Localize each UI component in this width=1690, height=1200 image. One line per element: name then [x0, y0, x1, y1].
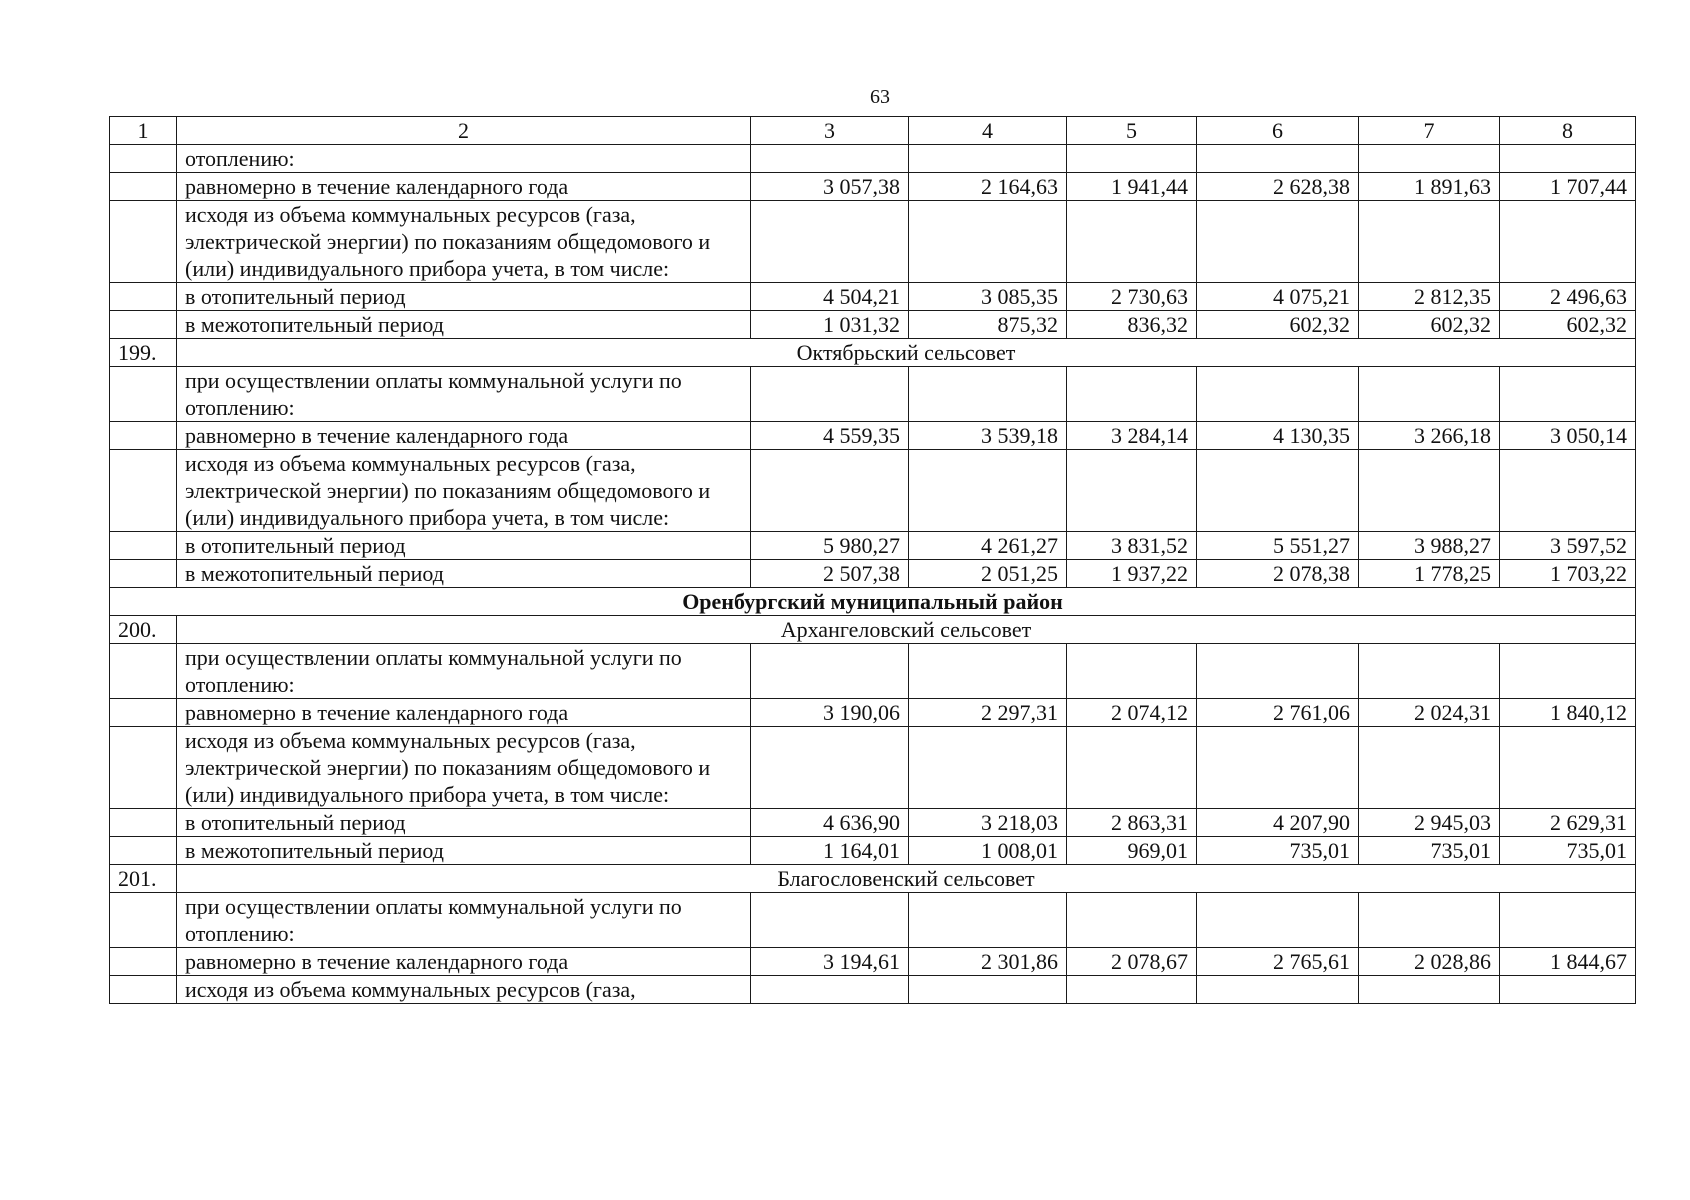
value-cell: 1 937,22	[1067, 560, 1197, 588]
value-cell: 602,32	[1197, 311, 1359, 339]
table-row	[110, 145, 1636, 173]
section-title: Благословенский сельсовет	[177, 865, 1636, 893]
value-cell	[751, 145, 909, 173]
value-cell: 735,01	[1500, 837, 1636, 865]
value-cell	[909, 450, 1067, 532]
value-cell	[1197, 727, 1359, 809]
header-cell: 2	[177, 117, 751, 145]
value-cell	[751, 893, 909, 948]
value-cell	[1067, 367, 1197, 422]
value-cell	[751, 727, 909, 809]
value-cell: 2 024,31	[1359, 699, 1500, 727]
row-label: в отопительный период	[177, 283, 751, 311]
table-row	[110, 560, 1636, 588]
value-cell	[751, 644, 909, 699]
row-label: равномерно в течение календарного года	[177, 699, 751, 727]
value-cell: 2 507,38	[751, 560, 909, 588]
value-cell: 3 266,18	[1359, 422, 1500, 450]
header-row	[110, 117, 1636, 145]
table-row	[110, 644, 1636, 699]
row-label: исходя из объема коммунальных ресурсов (газа, электрической энергии) по показаниям общедомового и (или) индивидуального прибора учета, в том числе:	[177, 201, 751, 283]
value-cell	[1500, 450, 1636, 532]
value-cell	[909, 976, 1067, 1004]
row-label: равномерно в течение календарного года	[177, 173, 751, 201]
row-label: в отопительный период	[177, 809, 751, 837]
row-label: при осуществлении оплаты коммунальной услуги по отоплению:	[177, 893, 751, 948]
value-cell: 2 761,06	[1197, 699, 1359, 727]
value-cell	[751, 976, 909, 1004]
value-cell: 1 008,01	[909, 837, 1067, 865]
value-cell	[1067, 644, 1197, 699]
value-cell: 5 551,27	[1197, 532, 1359, 560]
row-number	[110, 644, 177, 699]
row-number	[110, 893, 177, 948]
row-number: 199.	[110, 339, 177, 367]
value-cell: 3 988,27	[1359, 532, 1500, 560]
row-label: в отопительный период	[177, 532, 751, 560]
value-cell: 2 812,35	[1359, 283, 1500, 311]
district-row	[110, 588, 1636, 616]
table-row	[110, 450, 1636, 532]
value-cell: 2 629,31	[1500, 809, 1636, 837]
row-label: в межотопительный период	[177, 560, 751, 588]
district-title: Оренбургский муниципальный район	[110, 588, 1636, 616]
value-cell: 4 504,21	[751, 283, 909, 311]
value-cell: 836,32	[1067, 311, 1197, 339]
value-cell	[1359, 450, 1500, 532]
table-row	[110, 532, 1636, 560]
value-cell	[1067, 976, 1197, 1004]
value-cell: 2 074,12	[1067, 699, 1197, 727]
section-row	[110, 865, 1636, 893]
value-cell	[909, 367, 1067, 422]
value-cell: 3 284,14	[1067, 422, 1197, 450]
table-row	[110, 367, 1636, 422]
value-cell	[909, 893, 1067, 948]
row-label: исходя из объема коммунальных ресурсов (газа, электрической энергии) по показаниям общедомового и (или) индивидуального прибора учета, в том числе:	[177, 450, 751, 532]
header-cell: 8	[1500, 117, 1636, 145]
value-cell: 3 190,06	[751, 699, 909, 727]
table-row	[110, 173, 1636, 201]
table-row	[110, 699, 1636, 727]
value-cell: 969,01	[1067, 837, 1197, 865]
value-cell: 2 765,61	[1197, 948, 1359, 976]
value-cell: 1 707,44	[1500, 173, 1636, 201]
value-cell	[1500, 727, 1636, 809]
value-cell: 1 778,25	[1359, 560, 1500, 588]
value-cell	[751, 201, 909, 283]
value-cell	[751, 450, 909, 532]
value-cell: 4 636,90	[751, 809, 909, 837]
table-row	[110, 283, 1636, 311]
page-number: 63	[870, 86, 890, 108]
section-title: Октябрьский сельсовет	[177, 339, 1636, 367]
row-number	[110, 367, 177, 422]
value-cell	[909, 727, 1067, 809]
value-cell: 1 891,63	[1359, 173, 1500, 201]
row-number	[110, 173, 177, 201]
value-cell: 1 703,22	[1500, 560, 1636, 588]
section-row	[110, 616, 1636, 644]
value-cell: 2 863,31	[1067, 809, 1197, 837]
row-number	[110, 450, 177, 532]
header-cell: 4	[909, 117, 1067, 145]
value-cell: 1 840,12	[1500, 699, 1636, 727]
value-cell: 3 597,52	[1500, 532, 1636, 560]
value-cell: 5 980,27	[751, 532, 909, 560]
value-cell: 1 031,32	[751, 311, 909, 339]
value-cell: 3 085,35	[909, 283, 1067, 311]
value-cell	[1067, 145, 1197, 173]
table-body	[110, 117, 1636, 1004]
row-label: равномерно в течение календарного года	[177, 948, 751, 976]
header-cell: 3	[751, 117, 909, 145]
value-cell	[1359, 976, 1500, 1004]
row-number: 200.	[110, 616, 177, 644]
value-cell: 2 496,63	[1500, 283, 1636, 311]
value-cell: 4 130,35	[1197, 422, 1359, 450]
value-cell	[1067, 727, 1197, 809]
section-title: Архангеловский сельсовет	[177, 616, 1636, 644]
value-cell: 2 297,31	[909, 699, 1067, 727]
value-cell: 602,32	[1359, 311, 1500, 339]
row-number: 201.	[110, 865, 177, 893]
value-cell	[1197, 201, 1359, 283]
value-cell	[751, 367, 909, 422]
tariff-table	[109, 116, 1636, 1004]
value-cell: 2 945,03	[1359, 809, 1500, 837]
row-number	[110, 560, 177, 588]
value-cell: 2 028,86	[1359, 948, 1500, 976]
row-label: в межотопительный период	[177, 311, 751, 339]
value-cell: 1 164,01	[751, 837, 909, 865]
value-cell	[1067, 893, 1197, 948]
value-cell: 2 078,38	[1197, 560, 1359, 588]
value-cell	[1197, 644, 1359, 699]
value-cell: 2 164,63	[909, 173, 1067, 201]
row-number	[110, 976, 177, 1004]
table-row	[110, 893, 1636, 948]
value-cell	[909, 145, 1067, 173]
value-cell	[1197, 450, 1359, 532]
table-row	[110, 727, 1636, 809]
row-label: при осуществлении оплаты коммунальной услуги по отоплению:	[177, 644, 751, 699]
value-cell	[1359, 893, 1500, 948]
value-cell	[1067, 201, 1197, 283]
value-cell: 735,01	[1197, 837, 1359, 865]
row-number	[110, 809, 177, 837]
header-cell: 6	[1197, 117, 1359, 145]
value-cell	[1359, 644, 1500, 699]
value-cell: 2 301,86	[909, 948, 1067, 976]
row-number	[110, 699, 177, 727]
row-number	[110, 948, 177, 976]
row-label: исходя из объема коммунальных ресурсов (газа,	[177, 976, 751, 1004]
row-number	[110, 422, 177, 450]
header-cell: 7	[1359, 117, 1500, 145]
value-cell: 4 261,27	[909, 532, 1067, 560]
table-row	[110, 201, 1636, 283]
header-cell: 5	[1067, 117, 1197, 145]
value-cell: 2 051,25	[909, 560, 1067, 588]
table-row	[110, 422, 1636, 450]
value-cell: 735,01	[1359, 837, 1500, 865]
value-cell	[1359, 201, 1500, 283]
table-row	[110, 809, 1636, 837]
table-row	[110, 976, 1636, 1004]
value-cell	[1500, 976, 1636, 1004]
row-label: при осуществлении оплаты коммунальной услуги по отоплению:	[177, 367, 751, 422]
table-row	[110, 837, 1636, 865]
row-label: в межотопительный период	[177, 837, 751, 865]
row-label: исходя из объема коммунальных ресурсов (газа, электрической энергии) по показаниям общедомового и (или) индивидуального прибора учета, в том числе:	[177, 727, 751, 809]
row-number	[110, 283, 177, 311]
row-label: отоплению:	[177, 145, 751, 173]
value-cell	[909, 644, 1067, 699]
value-cell	[1500, 644, 1636, 699]
value-cell: 1 941,44	[1067, 173, 1197, 201]
value-cell: 3 539,18	[909, 422, 1067, 450]
value-cell	[1197, 976, 1359, 1004]
value-cell: 2 628,38	[1197, 173, 1359, 201]
value-cell	[1359, 727, 1500, 809]
row-number	[110, 311, 177, 339]
header-cell: 1	[110, 117, 177, 145]
table-row	[110, 311, 1636, 339]
value-cell	[1500, 201, 1636, 283]
value-cell: 3 194,61	[751, 948, 909, 976]
value-cell	[1359, 367, 1500, 422]
row-number	[110, 727, 177, 809]
value-cell: 602,32	[1500, 311, 1636, 339]
value-cell	[1500, 893, 1636, 948]
row-number	[110, 145, 177, 173]
value-cell	[1197, 367, 1359, 422]
value-cell: 4 559,35	[751, 422, 909, 450]
row-number	[110, 532, 177, 560]
value-cell	[1500, 145, 1636, 173]
row-number	[110, 201, 177, 283]
value-cell	[909, 201, 1067, 283]
value-cell	[1359, 145, 1500, 173]
value-cell: 3 050,14	[1500, 422, 1636, 450]
value-cell: 3 218,03	[909, 809, 1067, 837]
value-cell: 3 057,38	[751, 173, 909, 201]
value-cell: 2 730,63	[1067, 283, 1197, 311]
value-cell	[1500, 367, 1636, 422]
value-cell: 4 207,90	[1197, 809, 1359, 837]
row-label: равномерно в течение календарного года	[177, 422, 751, 450]
row-number	[110, 837, 177, 865]
value-cell: 4 075,21	[1197, 283, 1359, 311]
section-row	[110, 339, 1636, 367]
value-cell: 3 831,52	[1067, 532, 1197, 560]
value-cell	[1067, 450, 1197, 532]
value-cell	[1197, 145, 1359, 173]
value-cell	[1197, 893, 1359, 948]
value-cell: 875,32	[909, 311, 1067, 339]
value-cell: 1 844,67	[1500, 948, 1636, 976]
table-row	[110, 948, 1636, 976]
value-cell: 2 078,67	[1067, 948, 1197, 976]
